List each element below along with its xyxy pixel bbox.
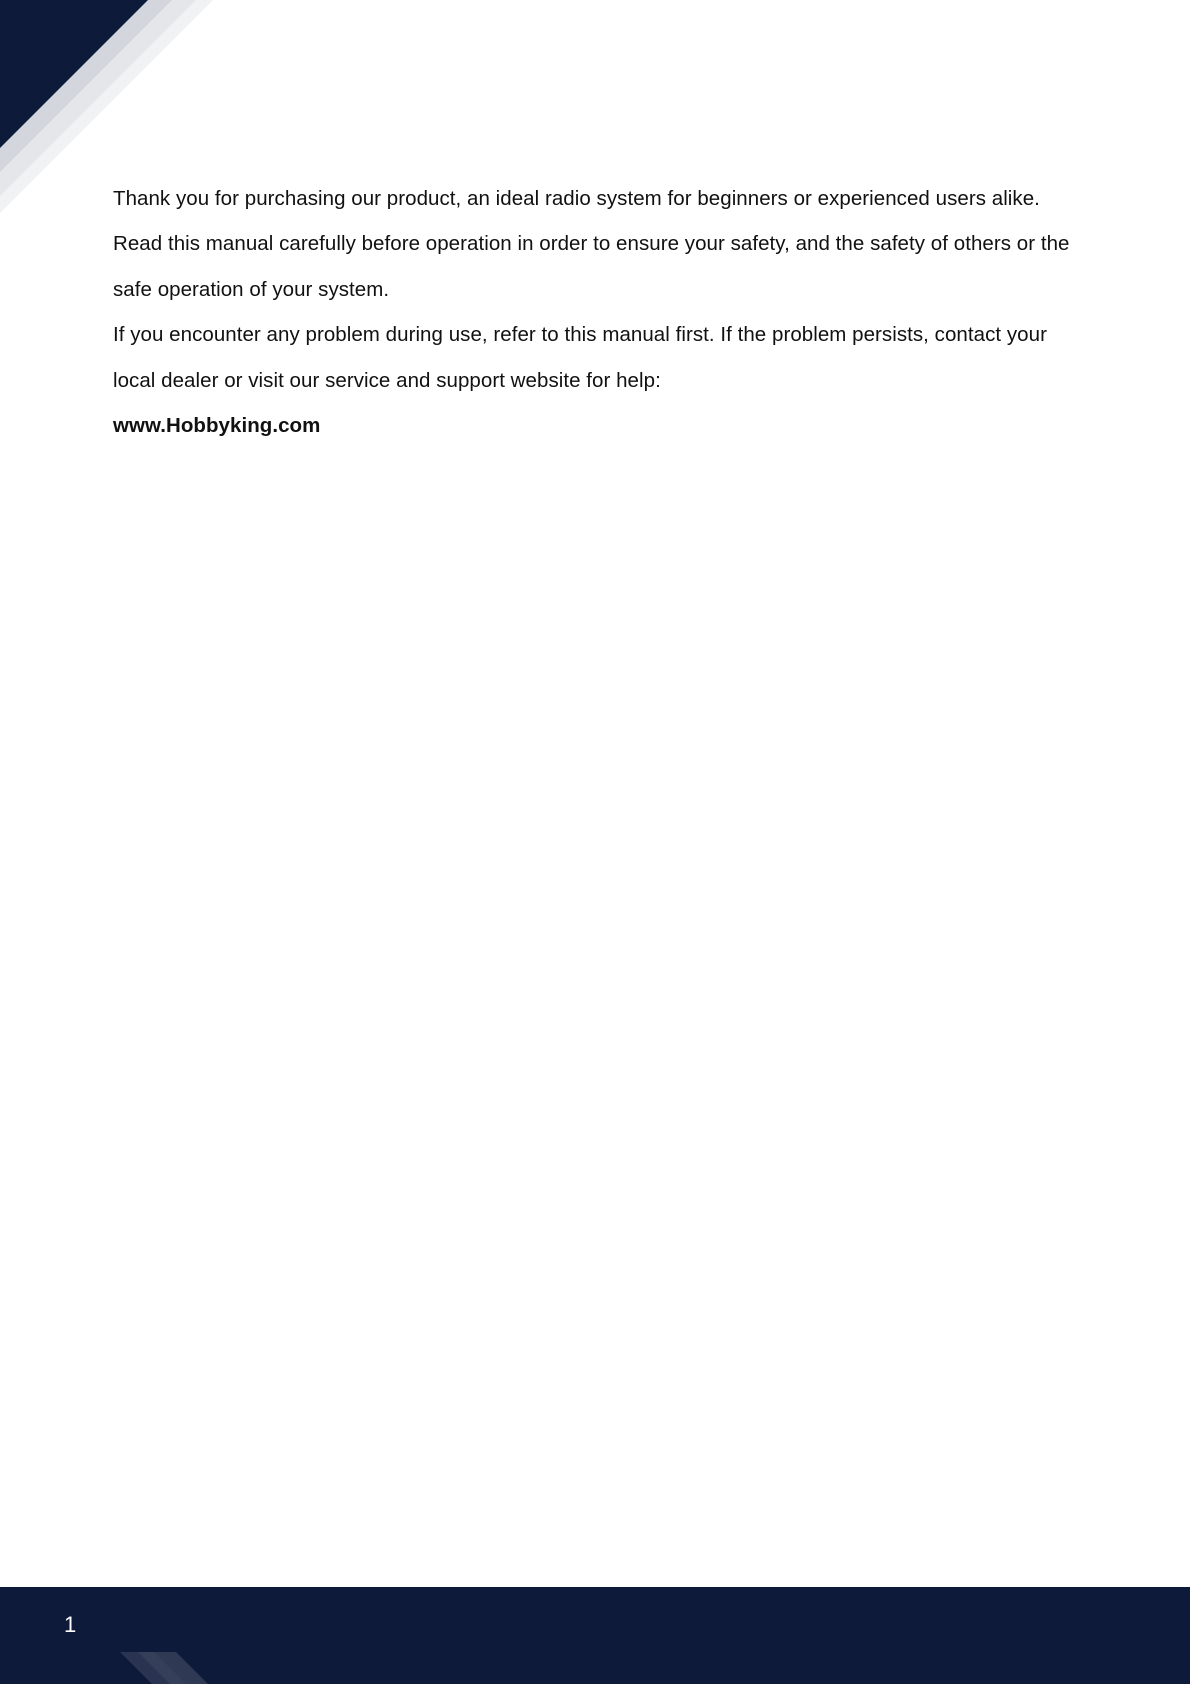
footer-stripes-decoration <box>120 1652 230 1684</box>
document-body <box>113 176 1093 448</box>
intro-paragraph: Thank you for purchasing our product, an ideal radio system for beginners or experienced users alike. Read this manual carefully before operation in order to ensure your safety, and the safety of others or the safe operation of your system. <box>113 187 1070 301</box>
support-paragraph: If you encounter any problem during use, refer to this manual first. If the problem persists, contact your local dealer or visit our service and support website for help: <box>113 323 1047 392</box>
page-number: 1 <box>64 1612 77 1637</box>
page-footer <box>0 1587 1190 1684</box>
website-link[interactable]: www.Hobbyking.com <box>113 414 321 438</box>
